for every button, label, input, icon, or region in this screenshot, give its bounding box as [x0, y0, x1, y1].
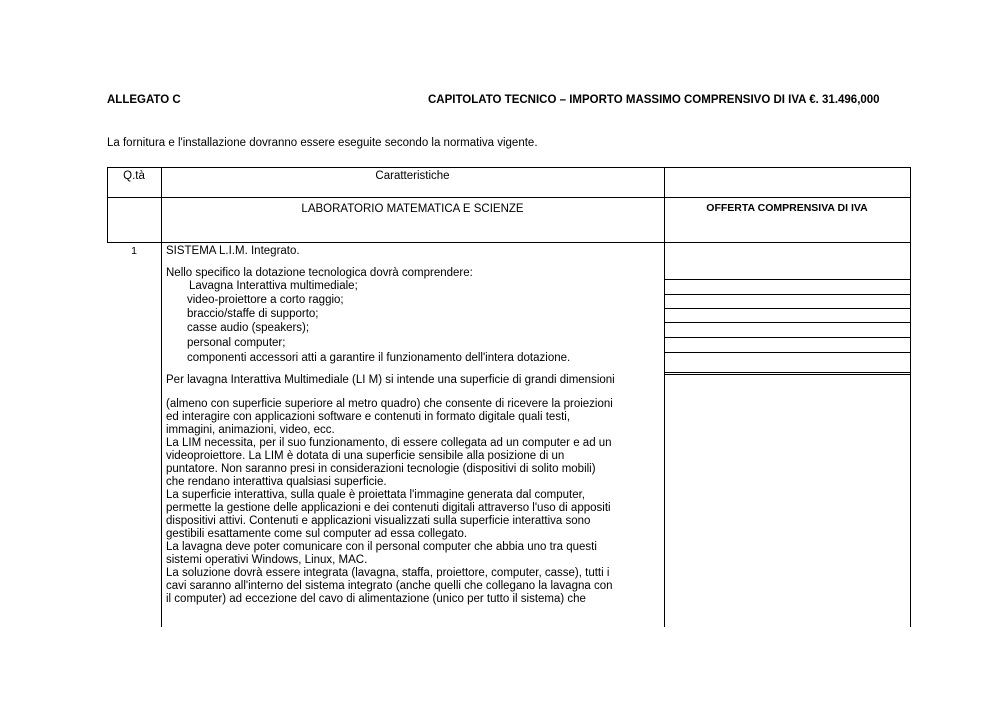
description-line: immagini, animazioni, video, ecc.	[166, 424, 335, 436]
column-header-features: Caratteristiche	[375, 170, 450, 182]
item-title: SISTEMA L.I.M. Integrato.	[166, 245, 300, 257]
description-line: sistemi operativi Windows, Linux, MAC.	[166, 554, 368, 566]
list-item: braccio/staffe di supporto;	[187, 308, 319, 320]
document-title: CAPITOLATO TECNICO – IMPORTO MASSIMO COMPRENSIVO DI IVA €. 31.496,000	[428, 94, 880, 106]
description-line: La superficie interattiva, sulla quale è proiettata l'immagine generata dal computer,	[166, 489, 585, 501]
description-line: La lavagna deve poter comunicare con il personal computer che abbia uno tra questi	[166, 541, 597, 553]
list-item: video-proiettore a corto raggio;	[187, 294, 344, 306]
description-line: puntatore. Non saranno presi in considerazioni tecnologie (dispositivi di solito mobili)	[166, 463, 596, 475]
description-line: che rendano interattiva qualsiasi superficie.	[166, 476, 387, 488]
description-line: permette la gestione delle applicazioni e dei contenuti digitali attraverso l'uso di appositi	[166, 502, 611, 514]
intro-text: La fornitura e l'installazione dovranno essere eseguite secondo la normativa vigente.	[107, 137, 538, 149]
section-title: LABORATORIO MATEMATICA E SCIENZE	[301, 203, 524, 215]
attachment-label: ALLEGATO C	[107, 94, 181, 106]
list-item: personal computer;	[187, 337, 286, 349]
component-list-intro: Nello specifico la dotazione tecnologica dovrà comprendere:	[166, 267, 473, 279]
list-item: Lavagna Interattiva multimediale;	[189, 280, 358, 292]
column-header-quantity: Q.tà	[123, 170, 145, 182]
description-line: gestibili esattamente come sul computer ad essa collegato.	[166, 528, 468, 540]
description-line: La LIM necessita, per il suo funzionamento, di essere collegata ad un computer e ad un	[166, 437, 612, 449]
description-line: (almeno con superficie superiore al metro quadro) che consente di ricevere la proiezioni	[166, 398, 613, 410]
description-first-line: Per lavagna Interattiva Multimediale (LI M) si intende una superficie di grandi dimensioni	[166, 374, 615, 386]
list-item: componenti accessori atti a garantire il funzionamento dell'intera dotazione.	[187, 352, 571, 364]
list-item: casse audio (speakers);	[187, 322, 310, 334]
description-line: cavi saranno all'interno del sistema integrato (anche quelli che collegano la lavagna con	[166, 580, 613, 592]
description-line: videoproiettore. La LIM è dotata di una superficie sensibile alla posizione di un	[166, 450, 565, 462]
item-quantity: 1	[131, 245, 137, 257]
offer-column-title: OFFERTA COMPRENSIVA DI IVA	[706, 202, 868, 214]
description-line: ed interagire con applicazioni software e contenuti in formato digitale quali testi,	[166, 411, 571, 423]
description-line: dispositivi attivi. Contenuti e applicazioni visualizzati sulla superficie interattiva sono	[166, 515, 591, 527]
description-line: il computer) ad eccezione del cavo di alimentazione (unico per tutto il sistema) che	[166, 593, 586, 605]
description-line: La soluzione dovrà essere integrata (lavagna, staffa, proiettore, computer, casse), tutti i	[166, 567, 610, 579]
